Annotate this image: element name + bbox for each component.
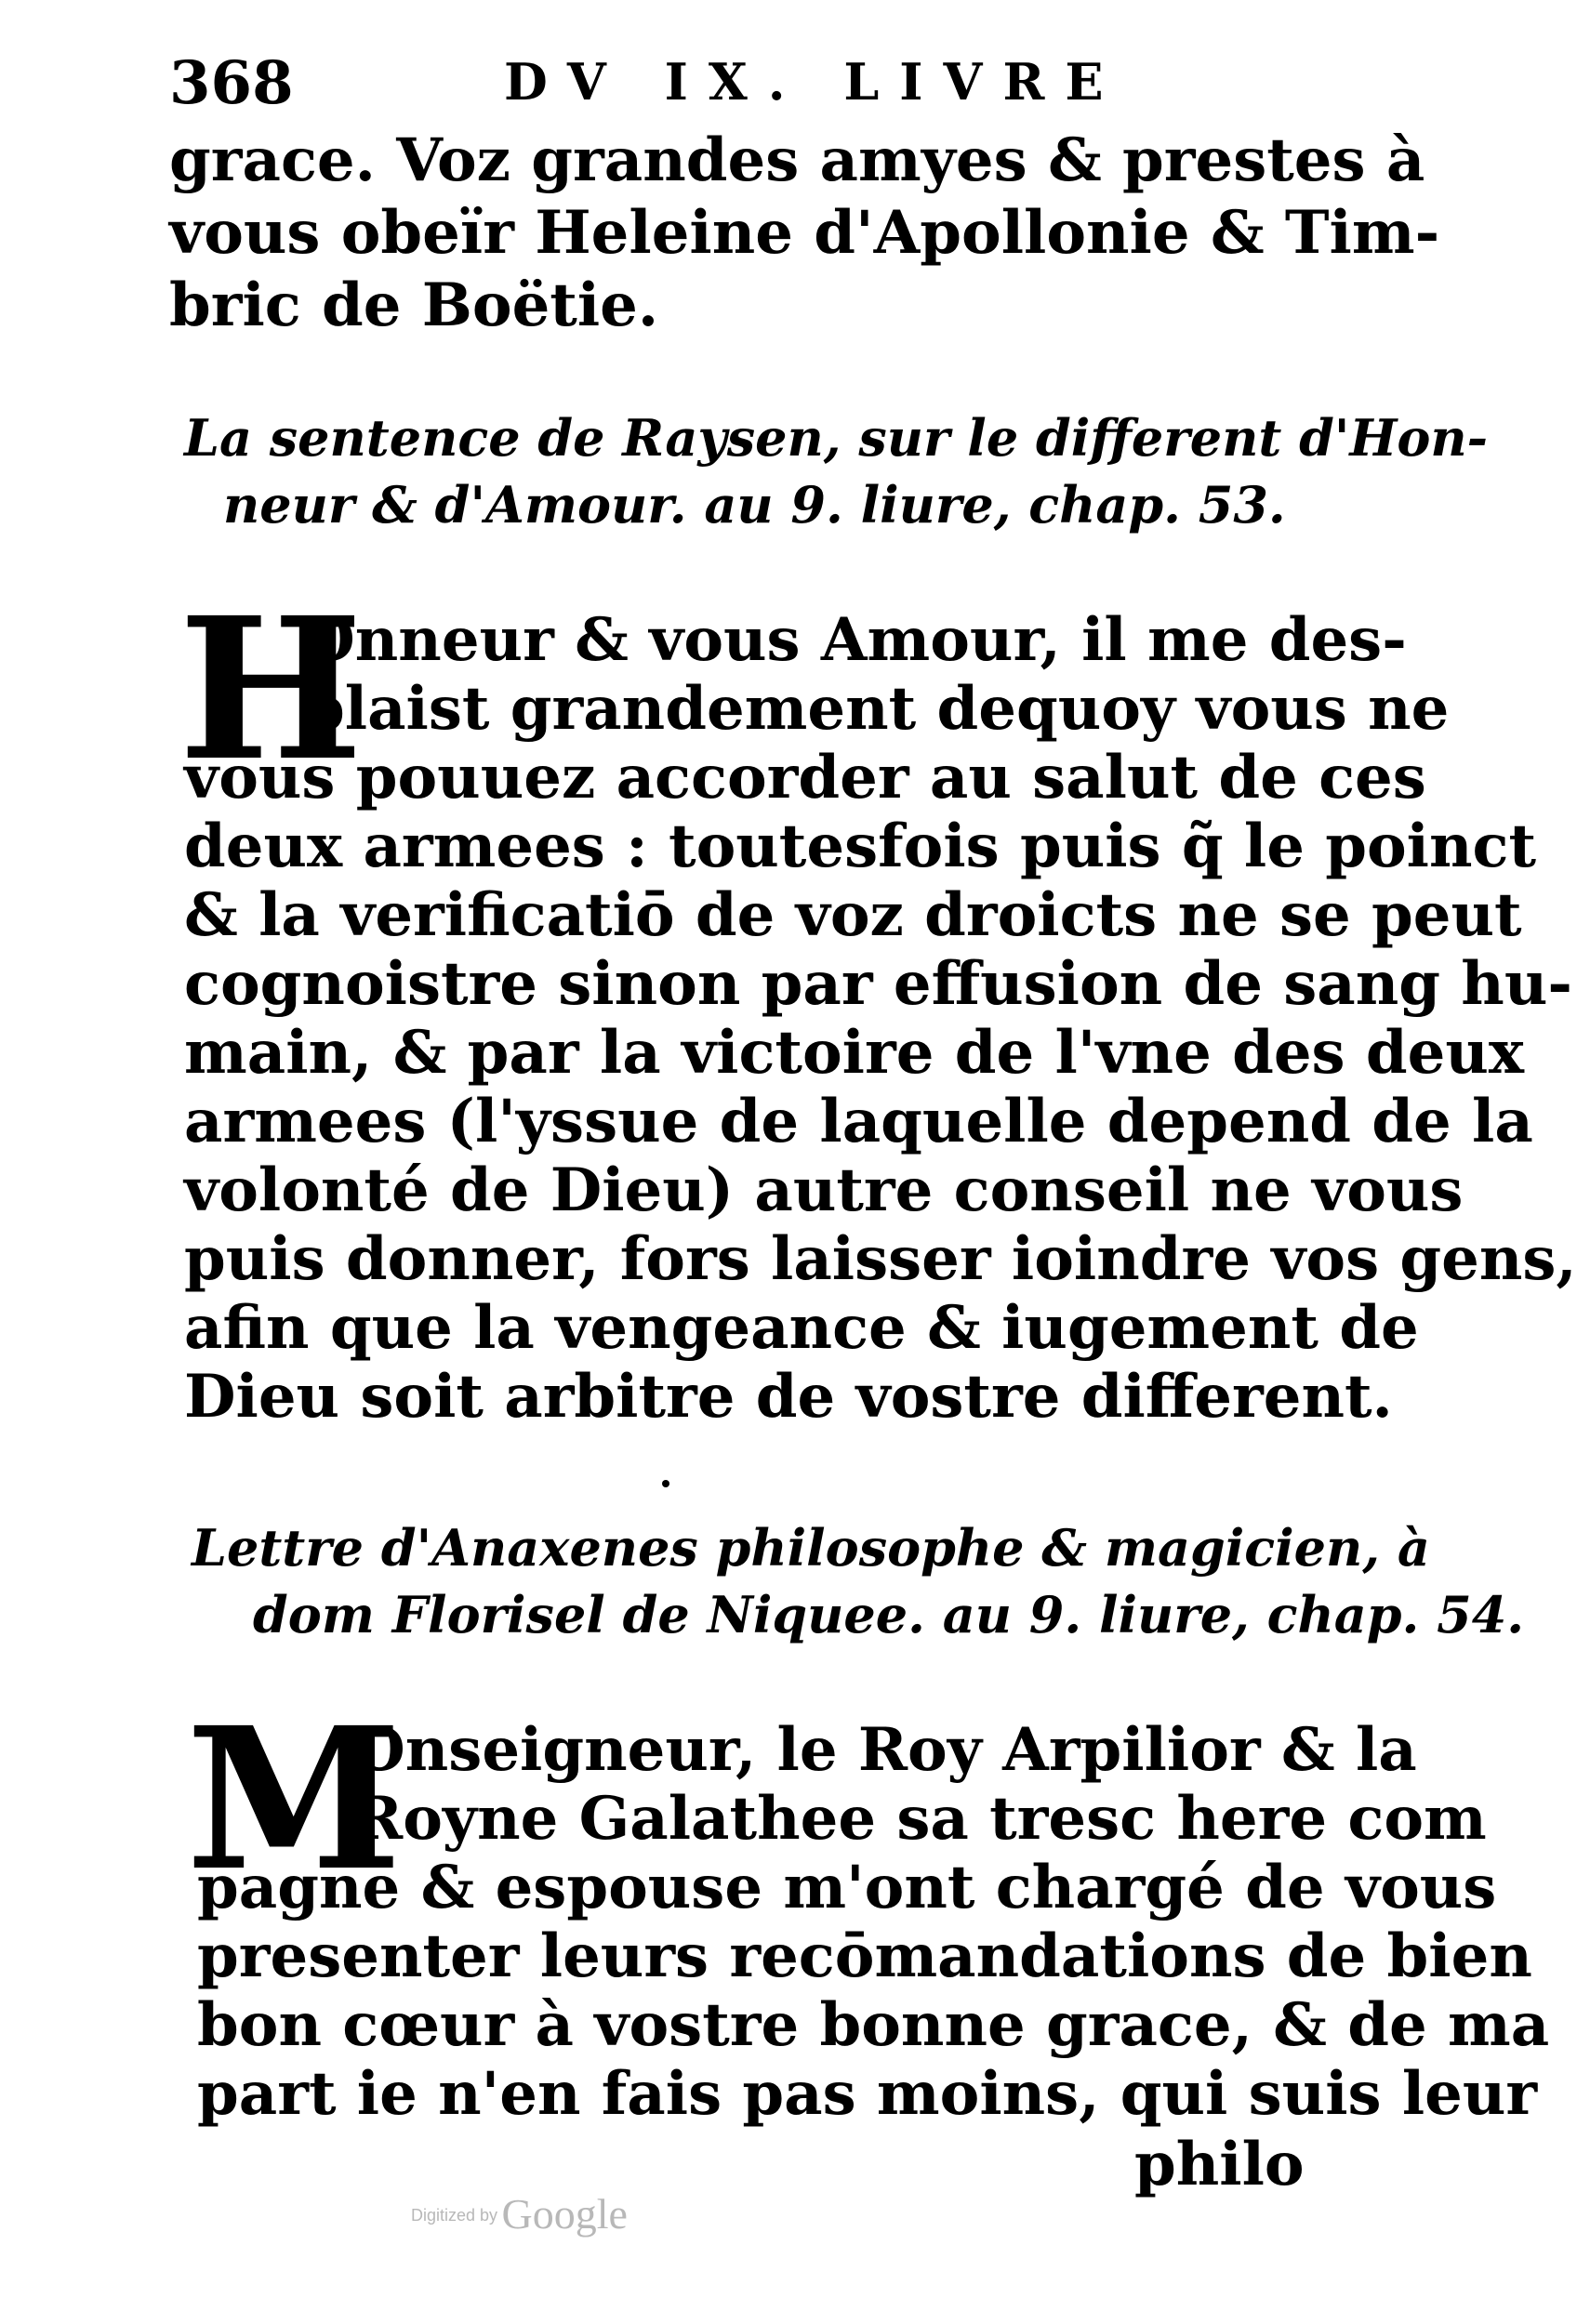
opening-line: vous obeïr Heleine d'Apollonie & Tim-	[169, 198, 1440, 268]
paragraph-line: main, & par la victoire de l'vne des deux	[184, 1018, 1524, 1088]
paragraph-line: Onneur & vous Amour, il me des-	[303, 605, 1407, 675]
catchword: philo	[1134, 2130, 1305, 2199]
paragraph-line: pagne & espouse m'ont chargé de vous	[197, 1853, 1497, 1922]
paragraph-line: volonté de Dieu) autre conseil ne vous	[184, 1155, 1464, 1225]
running-head	[169, 48, 1211, 123]
paragraph-line: Onseigneur, le Roy Arpilior & la	[353, 1715, 1417, 1785]
section-heading-2-line: Lettre d'Anaxenes philosophe & magicien, à	[192, 1518, 1430, 1578]
section-heading-1-line: La sentence de Raysen, sur le different d'Hon-	[184, 408, 1489, 468]
paragraph-line: armees (l'yssue de laquelle depend de la	[184, 1087, 1533, 1156]
digitized-label: Digitized by	[411, 2206, 498, 2225]
printer-mark	[662, 1480, 669, 1487]
paragraph-line: Dieu soit arbitre de vostre different.	[184, 1362, 1393, 1432]
paragraph-line: bon cœur à vostre bonne grace, & de ma	[197, 1990, 1550, 2060]
paragraph-line: presenter leurs recōmandations de bien	[197, 1921, 1532, 1991]
paragraph-line: plaist grandement dequoy vous ne	[303, 674, 1450, 744]
paragraph-line: vous pouuez accorder au salut de ces	[184, 743, 1426, 812]
drop-cap-h: H	[179, 574, 364, 804]
paragraph-line: Royne Galathee sa tresc here com	[353, 1784, 1487, 1854]
drop-cap-m: M	[186, 1684, 403, 1914]
digitization-watermark	[411, 2189, 628, 2245]
paragraph-line: part ie n'en fais pas moins, qui suis leur	[197, 2059, 1538, 2129]
section-heading-1-line: neur & d'Amour. au 9. liure, chap. 53.	[223, 475, 1286, 535]
paragraph-line: afin que la vengeance & iugement de	[184, 1293, 1419, 1363]
running-title: DV IX. LIVRE	[504, 52, 1124, 112]
opening-line: grace. Voz grandes amyes & prestes à	[169, 125, 1425, 195]
paragraph-line: deux armees : toutesfois puis q̃ le poinct	[184, 812, 1536, 881]
page-number: 368	[169, 48, 294, 118]
google-logo: Google	[501, 2190, 628, 2238]
paragraph-line: cognoistre sinon par effusion de sang hu-	[184, 949, 1572, 1019]
paragraph-line: & la verificatiō de voz droicts ne se peut	[184, 880, 1522, 950]
opening-line: bric de Boëtie.	[169, 271, 659, 340]
section-heading-2-line: dom Florisel de Niquee. au 9. liure, chap. 54.	[253, 1585, 1525, 1644]
paragraph-line: puis donner, fors laisser ioindre vos gens,	[184, 1224, 1577, 1294]
